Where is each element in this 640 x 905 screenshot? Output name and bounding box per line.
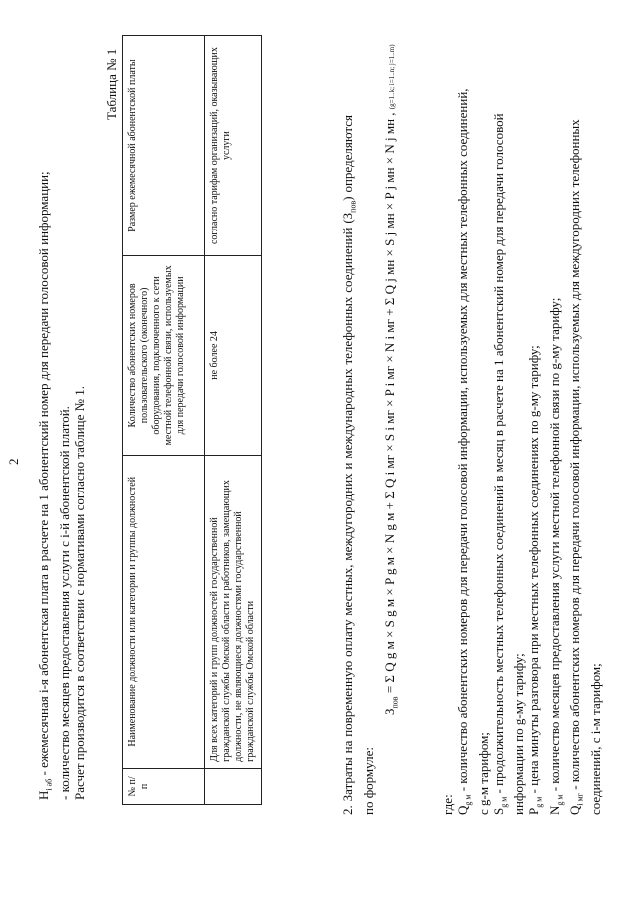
- definitions-list: [440, 85, 603, 815]
- header-number: № п/п: [123, 768, 205, 804]
- cell-position: Для всех категорий и групп должностей государственной гражданской службы Омской области и работников, замещающих должности, не являющиеся должностями государственной гражданской службы Омской области: [205, 455, 262, 768]
- cell-fee: согласно тарифам организаций, оказывающих услуги: [205, 36, 262, 256]
- intro-line-3: Расчет производится в соответствии с нормативами согласно таблице № 1.: [71, 385, 87, 800]
- intro-line-2: - количество месяцев предоставления услуги с i-й абонентской платой.: [56, 406, 72, 800]
- definition-item: $Q_{i мг}$ - количество абонентских номеров для передачи голосовой информации, используемых для междугородних телефонных соединений, с i-м тарифом;: [567, 119, 603, 815]
- definition-item: $Q_{g м}$ - количество абонентских номеров для передачи голосовой информации, используемых для местных телефонных соединений, с g-м тарифом;: [455, 88, 491, 815]
- table-caption: Таблица № 1: [104, 48, 119, 120]
- cell-number: [205, 768, 262, 804]
- formula-sum-limits: (g=1..k; i=1..n; j=1..m): [388, 44, 396, 110]
- intro-text: [36, 171, 87, 800]
- cell-count: не более 24: [205, 256, 262, 455]
- header-position: Наименование должности или категории и группы должностей: [123, 455, 205, 768]
- header-count: Количество абонентских номеров пользовательского (оконечного) оборудования, подключенного к сети местной телефонной связи, используемых для передачи голосовой информации: [123, 256, 205, 455]
- definition-item: $P_{g м}$ - цена минуты разговора при местных телефонных соединениях по g-му тарифу;: [526, 345, 544, 815]
- table-header-row: [123, 36, 205, 805]
- definitions-where: где:: [440, 794, 455, 815]
- norms-table: [122, 35, 262, 805]
- table-row: [205, 36, 262, 805]
- cost-formula: [382, 44, 400, 715]
- definition-item: $S_{g м}$ - продолжительность местных телефонных соединений в месяц в расчете на 1 абонентский номер для передачи голосовой информации по g-му тарифу;: [490, 113, 527, 815]
- intro-line-1: $H_{i аб}$ - ежемесячная i-я абонентская плата в расчете на 1 абонентский номер для передачи голосовой информации;: [36, 171, 54, 800]
- formula-lhs: $З_{пов}$: [382, 696, 400, 715]
- definition-item: $N_{g м}$ - количество месяцев предоставления услуги местной телефонной связи по g-му тарифу;: [546, 297, 565, 815]
- formula-body: = Σ Q g м × S g м × P g м × N g м + Σ Q i мг × S i мг × P i мг × N i мг + Σ Q j мн × S j мн × P j мн × N j мн ,: [382, 112, 397, 694]
- cost-intro-paragraph: 2. Затраты на повременную оплату местных, междугородних и международных телефонных соединений $(З_{пов})$ определяются по формуле:: [340, 115, 376, 815]
- page-number: 2: [6, 458, 21, 465]
- header-fee: Размер ежемесячной абонентской платы: [123, 36, 205, 256]
